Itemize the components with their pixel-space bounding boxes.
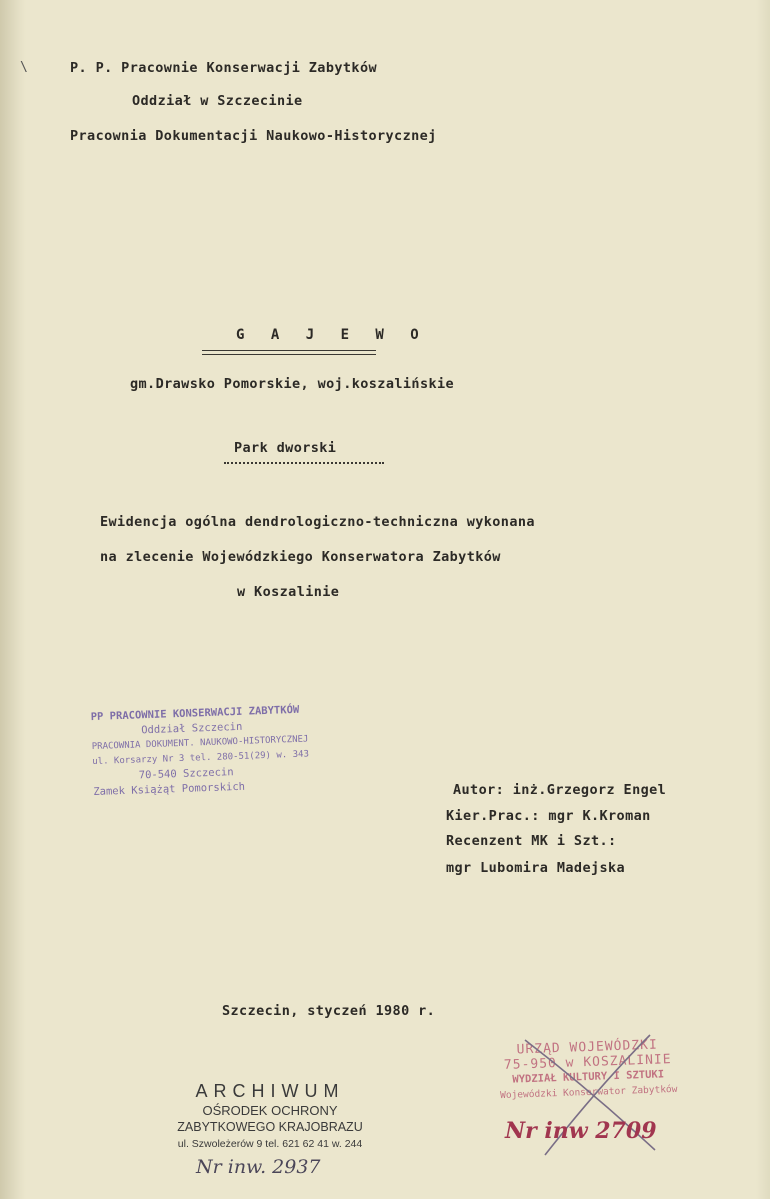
- title-underline: [202, 350, 376, 351]
- header-line-1: P. P. Pracownie Konserwacji Zabytków: [70, 60, 377, 76]
- stamp-left-line-1: PP PRACOWNIE KONSERWACJI ZABYTKÓW: [90, 703, 300, 724]
- description-line-2: na zlecenie Wojewódzkiego Konserwatora Zabytków: [100, 549, 501, 565]
- stamp-left-line-3: PRACOWNIA DOKUMENT. NAUKOWO-HISTORYCZNEJ: [91, 734, 309, 753]
- archive-line-2: OŚRODEK OCHRONY: [202, 1103, 338, 1118]
- archive-title: ARCHIWUM: [195, 1081, 345, 1101]
- archive-stamp: [160, 1080, 380, 1152]
- stamp-right-line-4: Wojewódzki Konserwator Zabytków: [499, 1083, 678, 1102]
- location-line: gm.Drawsko Pomorskie, woj.koszalińskie: [130, 376, 455, 392]
- manager-line: Kier.Prac.: mgr K.Kroman: [446, 808, 651, 824]
- description-line-1: Ewidencja ogólna dendrologiczno-techniczna wykonana: [100, 514, 535, 530]
- institution-stamp: [91, 702, 326, 800]
- header-line-2: Oddział w Szczecinie: [132, 93, 303, 109]
- stamp-left-line-5: 70-540 Szczecin: [138, 766, 234, 782]
- stamp-left-line-4: ul. Korsarzy Nr 3 tel. 280-51(29) w. 343: [92, 749, 310, 768]
- document-title: G A J E W O: [236, 327, 428, 343]
- subtitle: Park dworski: [234, 440, 337, 456]
- handwritten-inventory-number: Nr inw. 2937: [196, 1156, 321, 1178]
- margin-mark: \: [20, 60, 28, 75]
- stamp-right-line-1: URZĄD WOJEWÓDZKI: [516, 1037, 659, 1058]
- stamp-left-line-2: Oddział Szczecin: [141, 720, 243, 737]
- binding-edge: [0, 0, 26, 1199]
- author-line: Autor: inż.Grzegorz Engel: [453, 782, 667, 798]
- reviewer-label: Recenzent MK i Szt.:: [446, 833, 617, 849]
- date-line: Szczecin, styczeń 1980 r.: [222, 1003, 436, 1019]
- subtitle-underline: [224, 462, 384, 464]
- title-underline-2: [202, 354, 376, 355]
- archive-line-3: ZABYTKOWEGO KRAJOBRAZU: [177, 1120, 363, 1134]
- description-line-3: w Koszalinie: [237, 584, 340, 600]
- stamp-left-line-6: Zamek Książąt Pomorskich: [93, 780, 246, 799]
- stamped-inventory-number: Nr inw 2709: [505, 1118, 657, 1144]
- stamp-right-line-3: WYDZIAŁ KULTURY I SZTUKI: [512, 1068, 665, 1086]
- archive-line-4: ul. Szwoleżerów 9 tel. 621 62 41 w. 244: [177, 1138, 363, 1150]
- reviewer-name: mgr Lubomira Madejska: [446, 860, 626, 876]
- stamp-right-line-2: 75-950 w KOSZALINIE: [503, 1052, 672, 1073]
- header-line-3: Pracownia Dokumentacji Naukowo-Historycznej: [70, 128, 437, 144]
